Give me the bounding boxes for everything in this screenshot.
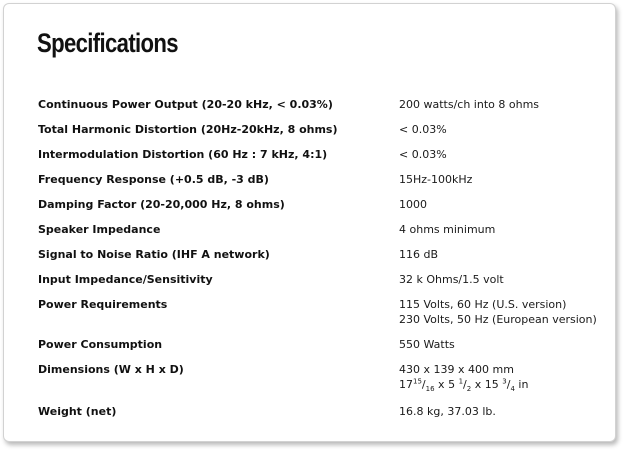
spec-row-weight	[38, 399, 598, 424]
inch-width-den: 16	[425, 385, 435, 394]
inch-depth-num: 3	[502, 377, 507, 386]
inch-depth-den: 4	[510, 385, 515, 394]
spec-row-power-requirements	[38, 292, 598, 332]
spec-value: < 0.03%	[399, 123, 447, 136]
inch-height-whole: 5	[448, 378, 456, 391]
specifications-card	[3, 3, 616, 442]
inch-unit: in	[518, 378, 529, 391]
spec-row-power-output	[38, 92, 598, 117]
spec-label: Input Impedance/Sensitivity	[38, 273, 213, 286]
spec-row-snr	[38, 242, 598, 267]
inch-height-num: 1	[458, 377, 464, 386]
inch-height-den: 2	[466, 385, 472, 394]
spec-value-line: 115 Volts, 60 Hz (U.S. version)	[399, 298, 567, 311]
spec-label: Speaker Impedance	[38, 223, 161, 236]
spec-value	[399, 292, 598, 327]
page-title: Specifications	[37, 28, 178, 58]
spec-label: Frequency Response (+0.5 dB, -3 dB)	[38, 173, 269, 186]
spec-label: Continuous Power Output (20-20 kHz, < 0.03%)	[38, 98, 333, 111]
spec-label: Power Consumption	[38, 338, 163, 351]
spec-label: Intermodulation Distortion (60 Hz : 7 kHz, 4:1)	[38, 148, 328, 161]
spec-row-thd	[38, 117, 598, 142]
inch-width-num: 15	[413, 377, 422, 386]
spec-label: Dimensions (W x H x D)	[38, 363, 184, 376]
spec-value: 4 ohms minimum	[399, 223, 496, 236]
spec-value: 15Hz-100kHz	[399, 173, 473, 186]
inch-width-whole: 17	[399, 378, 413, 391]
spec-row-imd	[38, 142, 598, 167]
spec-row-damping-factor	[38, 192, 598, 217]
inch-depth-whole: 15	[484, 378, 499, 391]
spec-label: Total Harmonic Distortion (20Hz-20kHz, 8 ohms)	[38, 123, 338, 136]
spec-label: Weight (net)	[38, 405, 117, 418]
spec-value	[399, 357, 598, 392]
spec-value: 1000	[399, 198, 427, 211]
spec-value-line: 430 x 139 x 400 mm	[399, 363, 514, 376]
spec-label: Signal to Noise Ratio (IHF A network)	[38, 248, 270, 261]
spec-row-speaker-impedance	[38, 217, 598, 242]
spec-value: 200 watts/ch into 8 ohms	[399, 98, 540, 111]
spec-row-power-consumption	[38, 332, 598, 357]
spec-row-dimensions	[38, 357, 598, 399]
spec-label: Power Requirements	[38, 298, 168, 311]
spec-value: 32 k Ohms/1.5 volt	[399, 273, 504, 286]
spec-value: 550 Watts	[399, 338, 455, 351]
spec-label: Damping Factor (20-20,000 Hz, 8 ohms)	[38, 198, 285, 211]
spec-value-line: 230 Volts, 50 Hz (European version)	[399, 313, 597, 326]
spec-row-frequency-response	[38, 167, 598, 192]
specifications-table	[38, 92, 598, 424]
spec-row-input-impedance	[38, 267, 598, 292]
spec-value: 16.8 kg, 37.03 lb.	[399, 405, 496, 418]
spec-value: < 0.03%	[399, 148, 447, 161]
spec-value-line-inches: $17^{15}/_{16}$ x 5 $^1/_2$ x 15 $^3/_4$ in	[399, 377, 529, 394]
spec-value: 116 dB	[399, 248, 439, 261]
